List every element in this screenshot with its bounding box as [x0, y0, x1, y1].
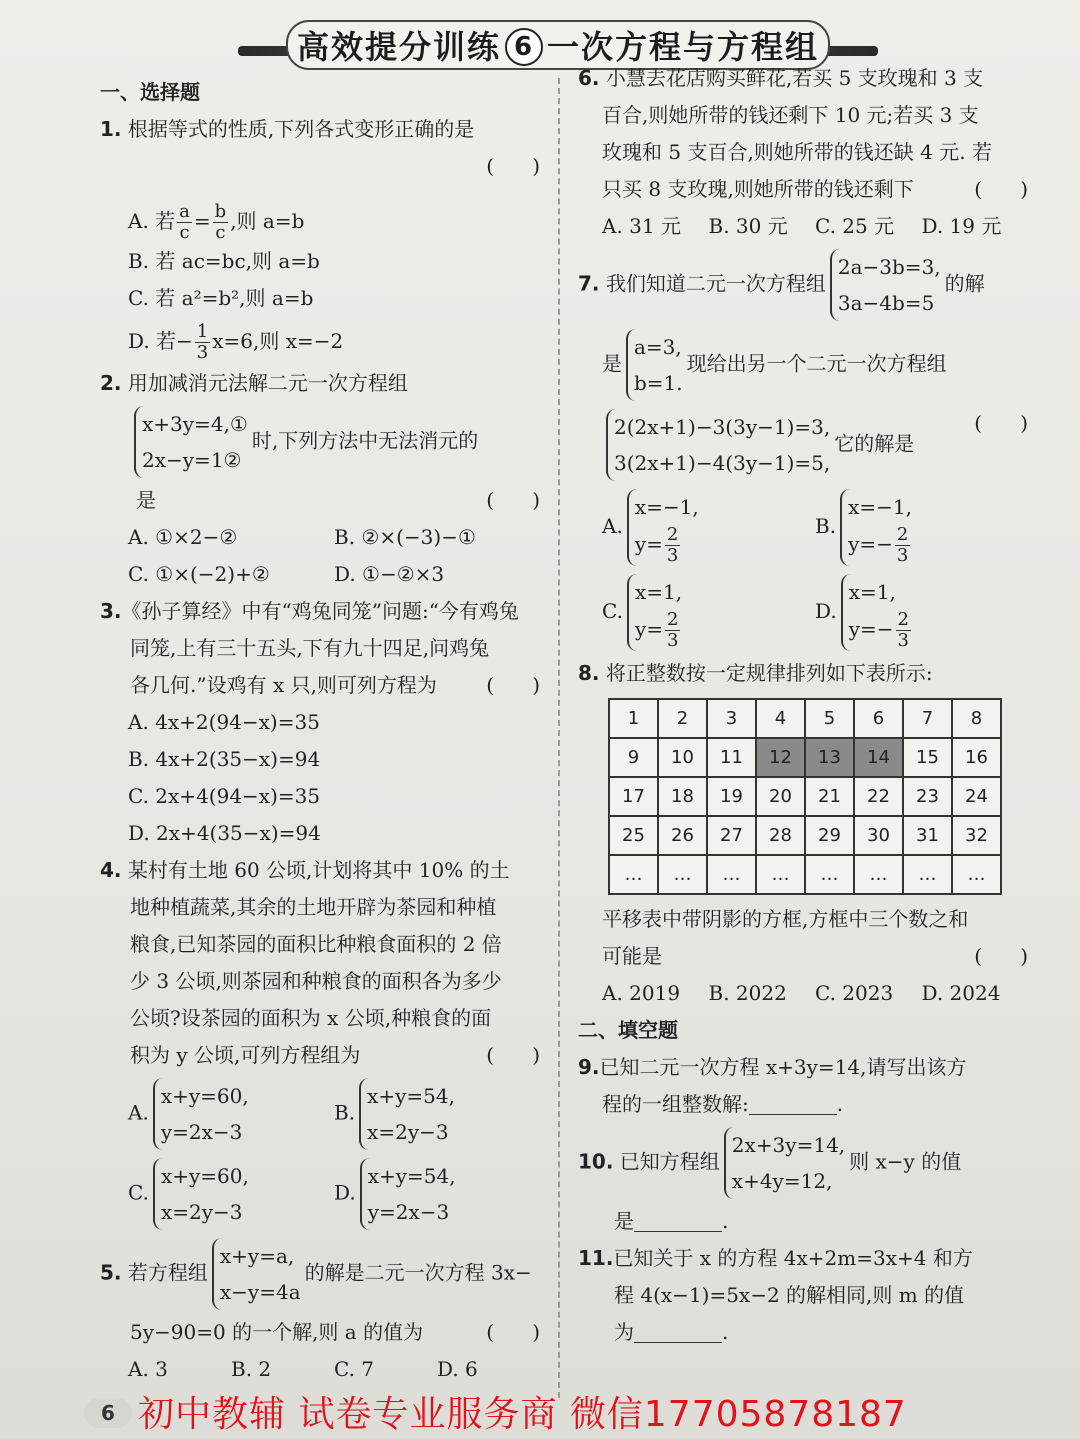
title-topic: 一次方程与方程组: [547, 28, 820, 66]
grid-cell: 20: [756, 777, 805, 816]
q4-line6: 积为 y 公顷,可列方程组为: [130, 1043, 361, 1067]
grid-cell: …: [707, 855, 756, 894]
question-7: [578, 245, 1028, 655]
q11-line2: 程 4(x−1)=5x−2 的解相同,则 m 的值: [614, 1283, 965, 1307]
q11-answer-blank[interactable]: [634, 1320, 722, 1343]
q7-option-b[interactable]: B.x=−1, y=− $\frac{2}{3}$: [815, 485, 1028, 570]
fraction: $\frac{a}{c}$: [179, 201, 190, 243]
q1-answer-paren[interactable]: ( ): [486, 154, 540, 178]
q10-answer-blank[interactable]: [634, 1209, 722, 1232]
q7-number: 7.: [578, 271, 600, 296]
grid-cell: 8: [952, 699, 1001, 738]
grid-cell: 11: [707, 738, 756, 777]
grid-cell: 31: [903, 816, 952, 855]
equation-system: 2a−3b=3, 3a−4b=5: [830, 249, 941, 321]
question-5: [100, 1234, 540, 1388]
grid-cell: 5: [805, 699, 854, 738]
q9-period: .: [836, 1092, 844, 1116]
column-divider: [558, 78, 560, 1398]
question-10: [578, 1123, 1028, 1240]
q1-text: 根据等式的性质,下列各式变形正确的是: [127, 117, 475, 141]
q4-option-b[interactable]: B.x+y=54, x=2y−3: [334, 1074, 540, 1154]
fraction: $\frac{2}{3}$: [897, 609, 909, 651]
q5-prefix: 若方程组: [127, 1260, 208, 1285]
q6-option-b[interactable]: B. 30 元: [708, 214, 788, 238]
right-column: [578, 60, 1028, 1351]
q1-a-eq: =: [193, 209, 211, 233]
q7-prefix: 我们知道二元一次方程组: [605, 271, 826, 296]
q5-option-c[interactable]: C. 7: [334, 1357, 375, 1381]
grid-cell: 23: [903, 777, 952, 816]
question-4: [100, 852, 540, 1234]
equation-system: x+y=a, x−y=4a: [212, 1238, 301, 1310]
grid-row: [609, 855, 1001, 894]
q6-option-a[interactable]: A. 31 元: [602, 214, 681, 238]
q8-line1: 将正整数按一定规律排列如下表所示:: [605, 661, 933, 685]
q6-number: 6.: [578, 66, 600, 90]
q1-option-b[interactable]: B. 若 ac=bc,则 a=b: [128, 249, 320, 273]
q2-option-a[interactable]: A. ①×2−②: [128, 525, 238, 549]
q7-suffix: 的解: [944, 271, 985, 296]
q1-option-d[interactable]: [100, 317, 540, 365]
grid-cell: 3: [707, 699, 756, 738]
q1-option-c[interactable]: C. 若 a²=b²,则 a=b: [128, 286, 314, 310]
q6-line3: 玫瑰和 5 支百合,则她所带的钱还缺 4 元. 若: [602, 140, 992, 164]
grid-cell: 25: [609, 816, 658, 855]
q3-option-a[interactable]: A. 4x+2(94−x)=35: [128, 710, 320, 734]
q8-line3: 可能是: [602, 944, 662, 968]
grid-cell: 9: [609, 738, 658, 777]
grid-cell: 32: [952, 816, 1001, 855]
q9-line2: 程的一组整数解:: [602, 1092, 749, 1116]
q2-option-d[interactable]: D. ①−②×3: [334, 562, 445, 586]
grid-cell-shaded: 13: [805, 738, 854, 777]
equation-system: x+y=54, x=2y−3: [359, 1078, 455, 1150]
title-number: 6: [505, 28, 543, 66]
grid-cell: 1: [609, 699, 658, 738]
left-column: [100, 74, 540, 1388]
q11-line3: 为: [614, 1320, 634, 1344]
q3-option-c[interactable]: C. 2x+4(94−x)=35: [128, 784, 321, 808]
fraction: $\frac{2}{3}$: [896, 524, 909, 566]
q11-number: 11.: [578, 1246, 614, 1270]
page-number: 6: [84, 1398, 132, 1428]
section-fill-heading: 二、填空题: [578, 1018, 678, 1042]
fraction: $\frac{2}{3}$: [667, 609, 679, 651]
q7-option-a[interactable]: A.x=−1, y= $\frac{2}{3}$: [602, 485, 815, 570]
number-grid: [608, 698, 1002, 895]
q5-number: 5.: [100, 1260, 122, 1285]
q3-line3: 各几何.”设鸡有 x 只,则可列方程为: [130, 673, 437, 697]
q2-option-b[interactable]: B. ②×(−3)−①: [334, 525, 476, 549]
grid-cell: …: [903, 855, 952, 894]
q9-line1: 已知二元一次方程 x+3y=14,请写出该方: [599, 1055, 967, 1079]
q7-line2-suffix: 现给出另一个二元一次方程组: [686, 351, 947, 376]
grid-cell: 29: [805, 816, 854, 855]
equation-system: x+y=60, x=2y−3: [153, 1158, 249, 1230]
grid-cell: 4: [756, 699, 805, 738]
solution-system: x=1, y= $\frac{2}{3}$: [627, 574, 683, 651]
grid-cell: …: [756, 855, 805, 894]
q7-answer-paren[interactable]: ( ): [974, 411, 1028, 435]
q2-line2: 时,下列方法中无法消元的: [251, 428, 479, 453]
q7-line3: 它的解是: [834, 431, 915, 456]
grid-cell: 26: [658, 816, 707, 855]
q3-line1: 《孙子算经》中有“鸡兔同笼”问题:“今有鸡兔: [121, 599, 519, 623]
grid-cell: 19: [707, 777, 756, 816]
q1-a-prefix: A. 若: [128, 209, 176, 233]
section-choice-heading: 一、选择题: [100, 80, 200, 104]
q5-option-b[interactable]: B. 2: [231, 1357, 272, 1381]
solution-system: x=1, y=− $\frac{2}{3}$: [841, 574, 913, 651]
grid-cell: 10: [658, 738, 707, 777]
grid-cell: 18: [658, 777, 707, 816]
grid-cell: …: [952, 855, 1001, 894]
equation-system: 2(2x+1)−3(3y−1)=3, 3(2x+1)−4(3y−1)=5,: [606, 409, 830, 481]
equation-system: x+3y=4,① 2x−y=1②: [134, 406, 248, 478]
equation-system: 2x+3y=14, x+4y=12,: [724, 1127, 845, 1199]
grid-cell-shaded: 12: [756, 738, 805, 777]
grid-row: [609, 816, 1001, 855]
q1-a-suffix: ,则 a=b: [230, 209, 305, 233]
q1-d-prefix: D. 若−: [128, 329, 193, 353]
q3-option-b[interactable]: B. 4x+2(35−x)=94: [128, 747, 321, 771]
question-11: [578, 1240, 1028, 1351]
q8-option-c[interactable]: C. 2023: [815, 981, 894, 1005]
q10-prefix: 已知方程组: [619, 1149, 720, 1174]
q10-line2: 是: [614, 1209, 634, 1233]
grid-cell: 16: [952, 738, 1001, 777]
q7-option-d[interactable]: D.x=1, y=− $\frac{2}{3}$: [815, 570, 1028, 655]
q7-option-c[interactable]: C.x=1, y= $\frac{2}{3}$: [602, 570, 815, 655]
equation-system: x+y=60, y=2x−3: [153, 1078, 249, 1150]
q5-option-d[interactable]: D. 6: [437, 1357, 478, 1381]
watermark-text: 初中教辅 试卷专业服务商 微信17705878187: [138, 1394, 907, 1435]
q6-line2: 百合,则她所带的钱还剩下 10 元;若买 3 支: [602, 103, 979, 127]
grid-cell: 30: [854, 816, 903, 855]
grid-cell: 27: [707, 816, 756, 855]
grid-cell: 15: [903, 738, 952, 777]
fraction: $\frac{b}{c}$: [214, 201, 227, 243]
grid-cell: 17: [609, 777, 658, 816]
q4-option-d[interactable]: D.x+y=54, y=2x−3: [334, 1154, 540, 1234]
q6-line1: 小慧去花店购买鲜花,若买 5 支玫瑰和 3 支: [605, 66, 984, 90]
grid-cell: 6: [854, 699, 903, 738]
q4-option-a[interactable]: A.x+y=60, y=2x−3: [128, 1074, 334, 1154]
grid-cell: 24: [952, 777, 1001, 816]
fraction: $\frac{1}{3}$: [196, 321, 209, 363]
q8-answer-paren[interactable]: ( ): [974, 944, 1028, 968]
q5-line2: 5y−90=0 的一个解,则 a 的值为: [130, 1320, 424, 1344]
grid-cell: …: [658, 855, 707, 894]
solution-system: x=−1, y= $\frac{2}{3}$: [627, 489, 699, 566]
q6-option-c[interactable]: C. 25 元: [815, 214, 895, 238]
q6-line4: 只买 8 支玫瑰,则她所带的钱还剩下: [602, 177, 914, 201]
q8-number: 8.: [578, 661, 600, 685]
q10-suffix: 则 x−y 的值: [849, 1149, 962, 1174]
q5-suffix: 的解是二元一次方程 3x−: [304, 1260, 532, 1285]
grid-row: [609, 738, 1001, 777]
fraction: $\frac{2}{3}$: [666, 524, 679, 566]
q7-line2-prefix: 是: [602, 351, 622, 376]
q4-line5: 公顷?设茶园的面积为 x 公顷,种粮食的面: [130, 1006, 492, 1030]
equation-system: x+y=54, y=2x−3: [360, 1158, 456, 1230]
question-8: [578, 655, 1028, 1012]
grid-cell-shaded: 14: [854, 738, 903, 777]
q4-answer-paren[interactable]: ( ): [486, 1043, 540, 1067]
q4-number: 4.: [100, 858, 122, 882]
q1-number: 1.: [100, 117, 122, 141]
question-6: [578, 60, 1028, 245]
question-3: [100, 593, 540, 852]
solution-system: x=−1, y=− $\frac{2}{3}$: [840, 489, 912, 566]
q4-line2: 地种植蔬菜,其余的土地开辟为茶园和种植: [130, 895, 497, 919]
q2-line1: 用加减消元法解二元一次方程组: [127, 371, 408, 395]
q1-option-a[interactable]: [100, 199, 540, 243]
q3-line2: 同笼,上有三十五头,下有九十四足,问鸡兔: [130, 636, 490, 660]
grid-cell: 28: [756, 816, 805, 855]
q11-period: .: [722, 1320, 729, 1344]
q1-d-suffix: x=6,则 x=−2: [212, 329, 344, 353]
question-9: [578, 1049, 1028, 1123]
q5-option-a[interactable]: A. 3: [128, 1357, 168, 1381]
q2-line3: 是: [136, 488, 156, 512]
grid-cell: …: [854, 855, 903, 894]
q4-option-c[interactable]: C.x+y=60, x=2y−3: [128, 1154, 334, 1234]
title-main: 高效提分训练: [296, 28, 501, 66]
q11-line1: 已知关于 x 的方程 4x+2m=3x+4 和方: [613, 1246, 973, 1270]
question-2: [100, 365, 540, 593]
q8-line2: 平移表中带阴影的方框,方框中三个数之和: [602, 907, 969, 931]
grid-cell: 7: [903, 699, 952, 738]
grid-cell: …: [609, 855, 658, 894]
grid-cell: 2: [658, 699, 707, 738]
q3-answer-paren[interactable]: ( ): [486, 673, 540, 697]
grid-row: [609, 699, 1001, 738]
q4-line1: 某村有土地 60 公顷,计划将其中 10% 的土: [127, 858, 510, 882]
q8-option-d[interactable]: D. 2024: [921, 981, 1001, 1005]
q3-number: 3.: [100, 599, 122, 623]
q2-option-c[interactable]: C. ①×(−2)+②: [128, 562, 270, 586]
q9-number: 9.: [578, 1055, 600, 1079]
q6-option-d[interactable]: D. 19 元: [921, 214, 1002, 238]
question-1: [100, 111, 540, 365]
grid-row: [609, 777, 1001, 816]
q8-option-a[interactable]: A. 2019: [602, 981, 681, 1005]
solution-system: a=3, b=1.: [626, 329, 683, 401]
grid-cell: 21: [805, 777, 854, 816]
q10-number: 10.: [578, 1149, 614, 1174]
q5-answer-paren[interactable]: ( ): [486, 1320, 540, 1344]
q2-number: 2.: [100, 371, 122, 395]
q4-line3: 粮食,已知茶园的面积比种粮食面积的 2 倍: [130, 932, 502, 956]
grid-cell: …: [805, 855, 854, 894]
q8-option-b[interactable]: B. 2022: [708, 981, 787, 1005]
grid-cell: 22: [854, 777, 903, 816]
q2-answer-paren[interactable]: ( ): [486, 488, 540, 512]
q4-line4: 少 3 公顷,则茶园和种粮食的面积各为多少: [130, 969, 502, 993]
q9-answer-blank[interactable]: [749, 1092, 837, 1115]
q3-option-d[interactable]: D. 2x+4(35−x)=94: [128, 821, 321, 845]
q6-answer-paren[interactable]: ( ): [974, 177, 1028, 201]
q10-period: .: [722, 1209, 729, 1233]
